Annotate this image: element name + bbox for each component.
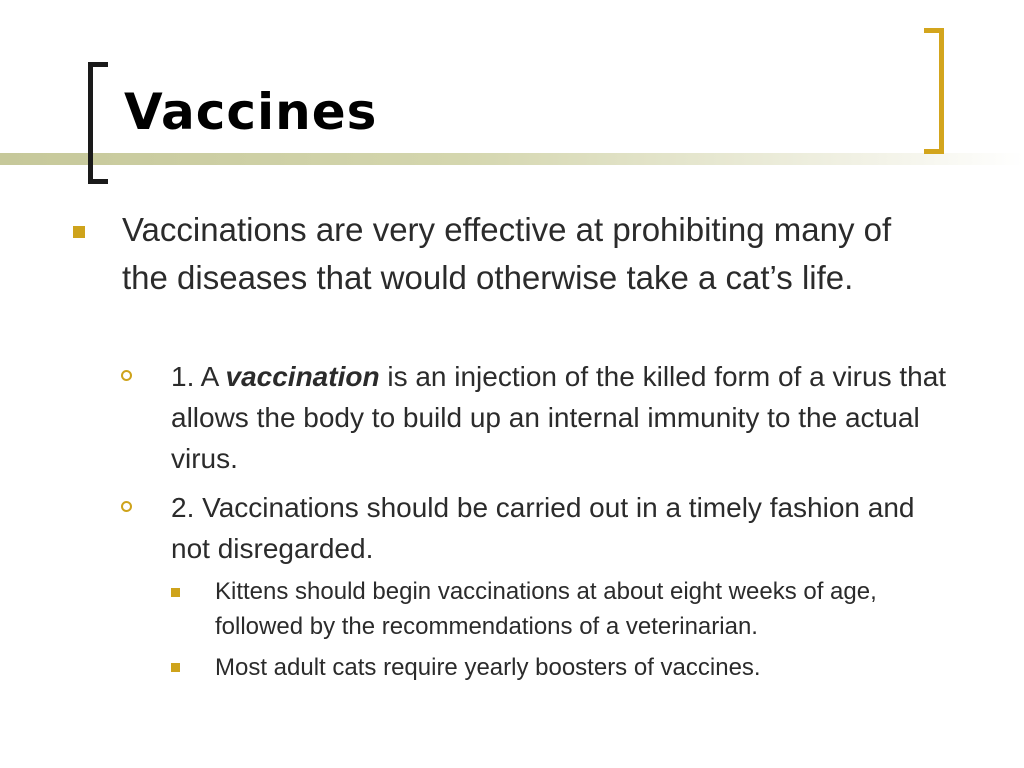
bullet-level1: Vaccinations are very effective at prohibiting many of the diseases that would otherwise take a cat’s life. bbox=[122, 211, 892, 296]
left-bracket-decoration bbox=[88, 62, 108, 184]
square-bullet-icon bbox=[171, 588, 180, 597]
definition-suffix: is an injection of the killed form of a virus that allows the body to build up an internal immunity to the actual virus. bbox=[171, 361, 947, 474]
circle-bullet-icon bbox=[121, 370, 132, 381]
circle-bullet-icon bbox=[121, 501, 132, 512]
bullet-level2-definition bbox=[171, 356, 961, 479]
slide-title: Vaccines bbox=[124, 83, 378, 141]
square-bullet-icon bbox=[73, 226, 85, 238]
definition-term: vaccination bbox=[225, 361, 380, 392]
square-bullet-icon bbox=[171, 663, 180, 672]
right-bracket-decoration bbox=[924, 28, 944, 154]
title-accent-bar bbox=[0, 153, 1024, 165]
bullet-level2-timing: 2. Vaccinations should be carried out in a timely fashion and not disregarded. bbox=[171, 492, 915, 564]
bullet-level3-adults: Most adult cats require yearly boosters of vaccines. bbox=[215, 654, 761, 681]
bullet-level3-kittens: Kittens should begin vaccinations at about eight weeks of age, followed by the recommendations of a veterinarian. bbox=[215, 578, 877, 640]
definition-prefix: 1. A bbox=[171, 361, 226, 392]
